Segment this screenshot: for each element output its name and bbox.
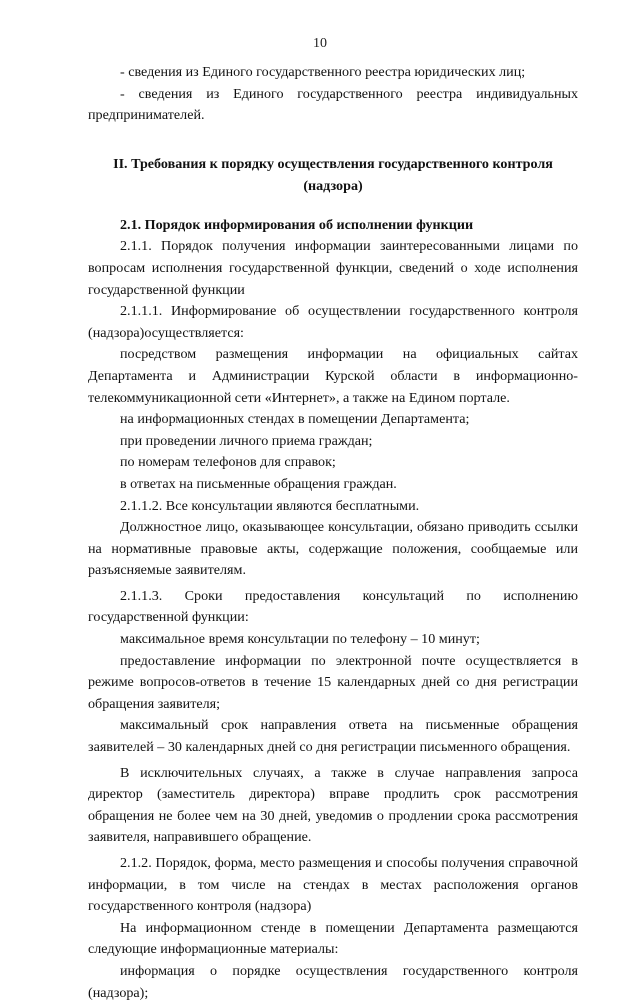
- paragraph: максимальное время консультации по телефону – 10 минут;: [120, 631, 480, 648]
- paragraph: Должностное лицо, оказывающее консультации, обязано приводить ссылки на нормативные правовые акты, содержащие положения, сообщаемые или разъясняемые заявителям.: [88, 519, 578, 579]
- paragraph: 2.1.1.3. Сроки предоставления консультаций по исполнению государственной функции:: [88, 587, 578, 626]
- subsection-title: 2.1. Порядок информирования об исполнении функции: [120, 216, 474, 233]
- list-item: - сведения из Единого государственного реестра юридических лиц;: [120, 64, 526, 80]
- paragraph: в ответах на письменные обращения граждан.: [120, 475, 397, 492]
- paragraph: при проведении личного приема граждан;: [120, 432, 373, 449]
- list-item: - сведения из Единого государственного реестра индивидуальных предпринимателей.: [88, 85, 578, 124]
- paragraph: 2.1.1.2. Все консультации являются бесплатными.: [120, 497, 420, 514]
- paragraph: 2.1.2. Порядок, форма, место размещения и способы получения справочной информации, в том числе на стендах в местах расположения органов государственного контроля (надзора): [88, 855, 578, 915]
- document-body: [88, 62, 578, 1004]
- paragraph: посредством размещения информации на официальных сайтах Департамента и Администрации Курской области в информационно-телекоммуникационной сети «Интернет», а также на Едином портале.: [88, 346, 578, 406]
- paragraph: 2.1.1.1. Информирование об осуществлении государственного контроля (надзора)осуществляется:: [88, 303, 578, 341]
- paragraph: на информационных стендах в помещении Департамента;: [120, 411, 470, 428]
- paragraph: по номерам телефонов для справок;: [120, 454, 336, 471]
- paragraph: информация о порядке осуществления государственного контроля (надзора);: [88, 962, 578, 1001]
- paragraph: максимальный срок направления ответа на письменные обращения заявителей – 30 календарных дней со дня регистрации письменного обращения.: [88, 717, 578, 756]
- paragraph: На информационном стенде в помещении Департамента размещаются следующие информационные материалы:: [88, 919, 578, 958]
- section-title: II. Требования к порядку осуществления государственного контроля (надзора): [113, 155, 553, 194]
- paragraph: предоставление информации по электронной почте осуществляется в режиме вопросов-ответов в течение 15 календарных дней со дня регистрации обращения заявителя;: [88, 652, 578, 712]
- paragraph: В исключительных случаях, а также в случае направления запроса директор (заместитель директора) вправе продлить срок рассмотрения обращения не более чем на 30 дней, уведомив о продлении срока рассмотрения заявителя, направившего обращение.: [88, 764, 578, 846]
- page-number: 10: [313, 36, 327, 51]
- paragraph: 2.1.1. Порядок получения информации заинтересованными лицами по вопросам исполнения государственной функции, сведений о ходе исполнения государственной функции: [88, 238, 578, 298]
